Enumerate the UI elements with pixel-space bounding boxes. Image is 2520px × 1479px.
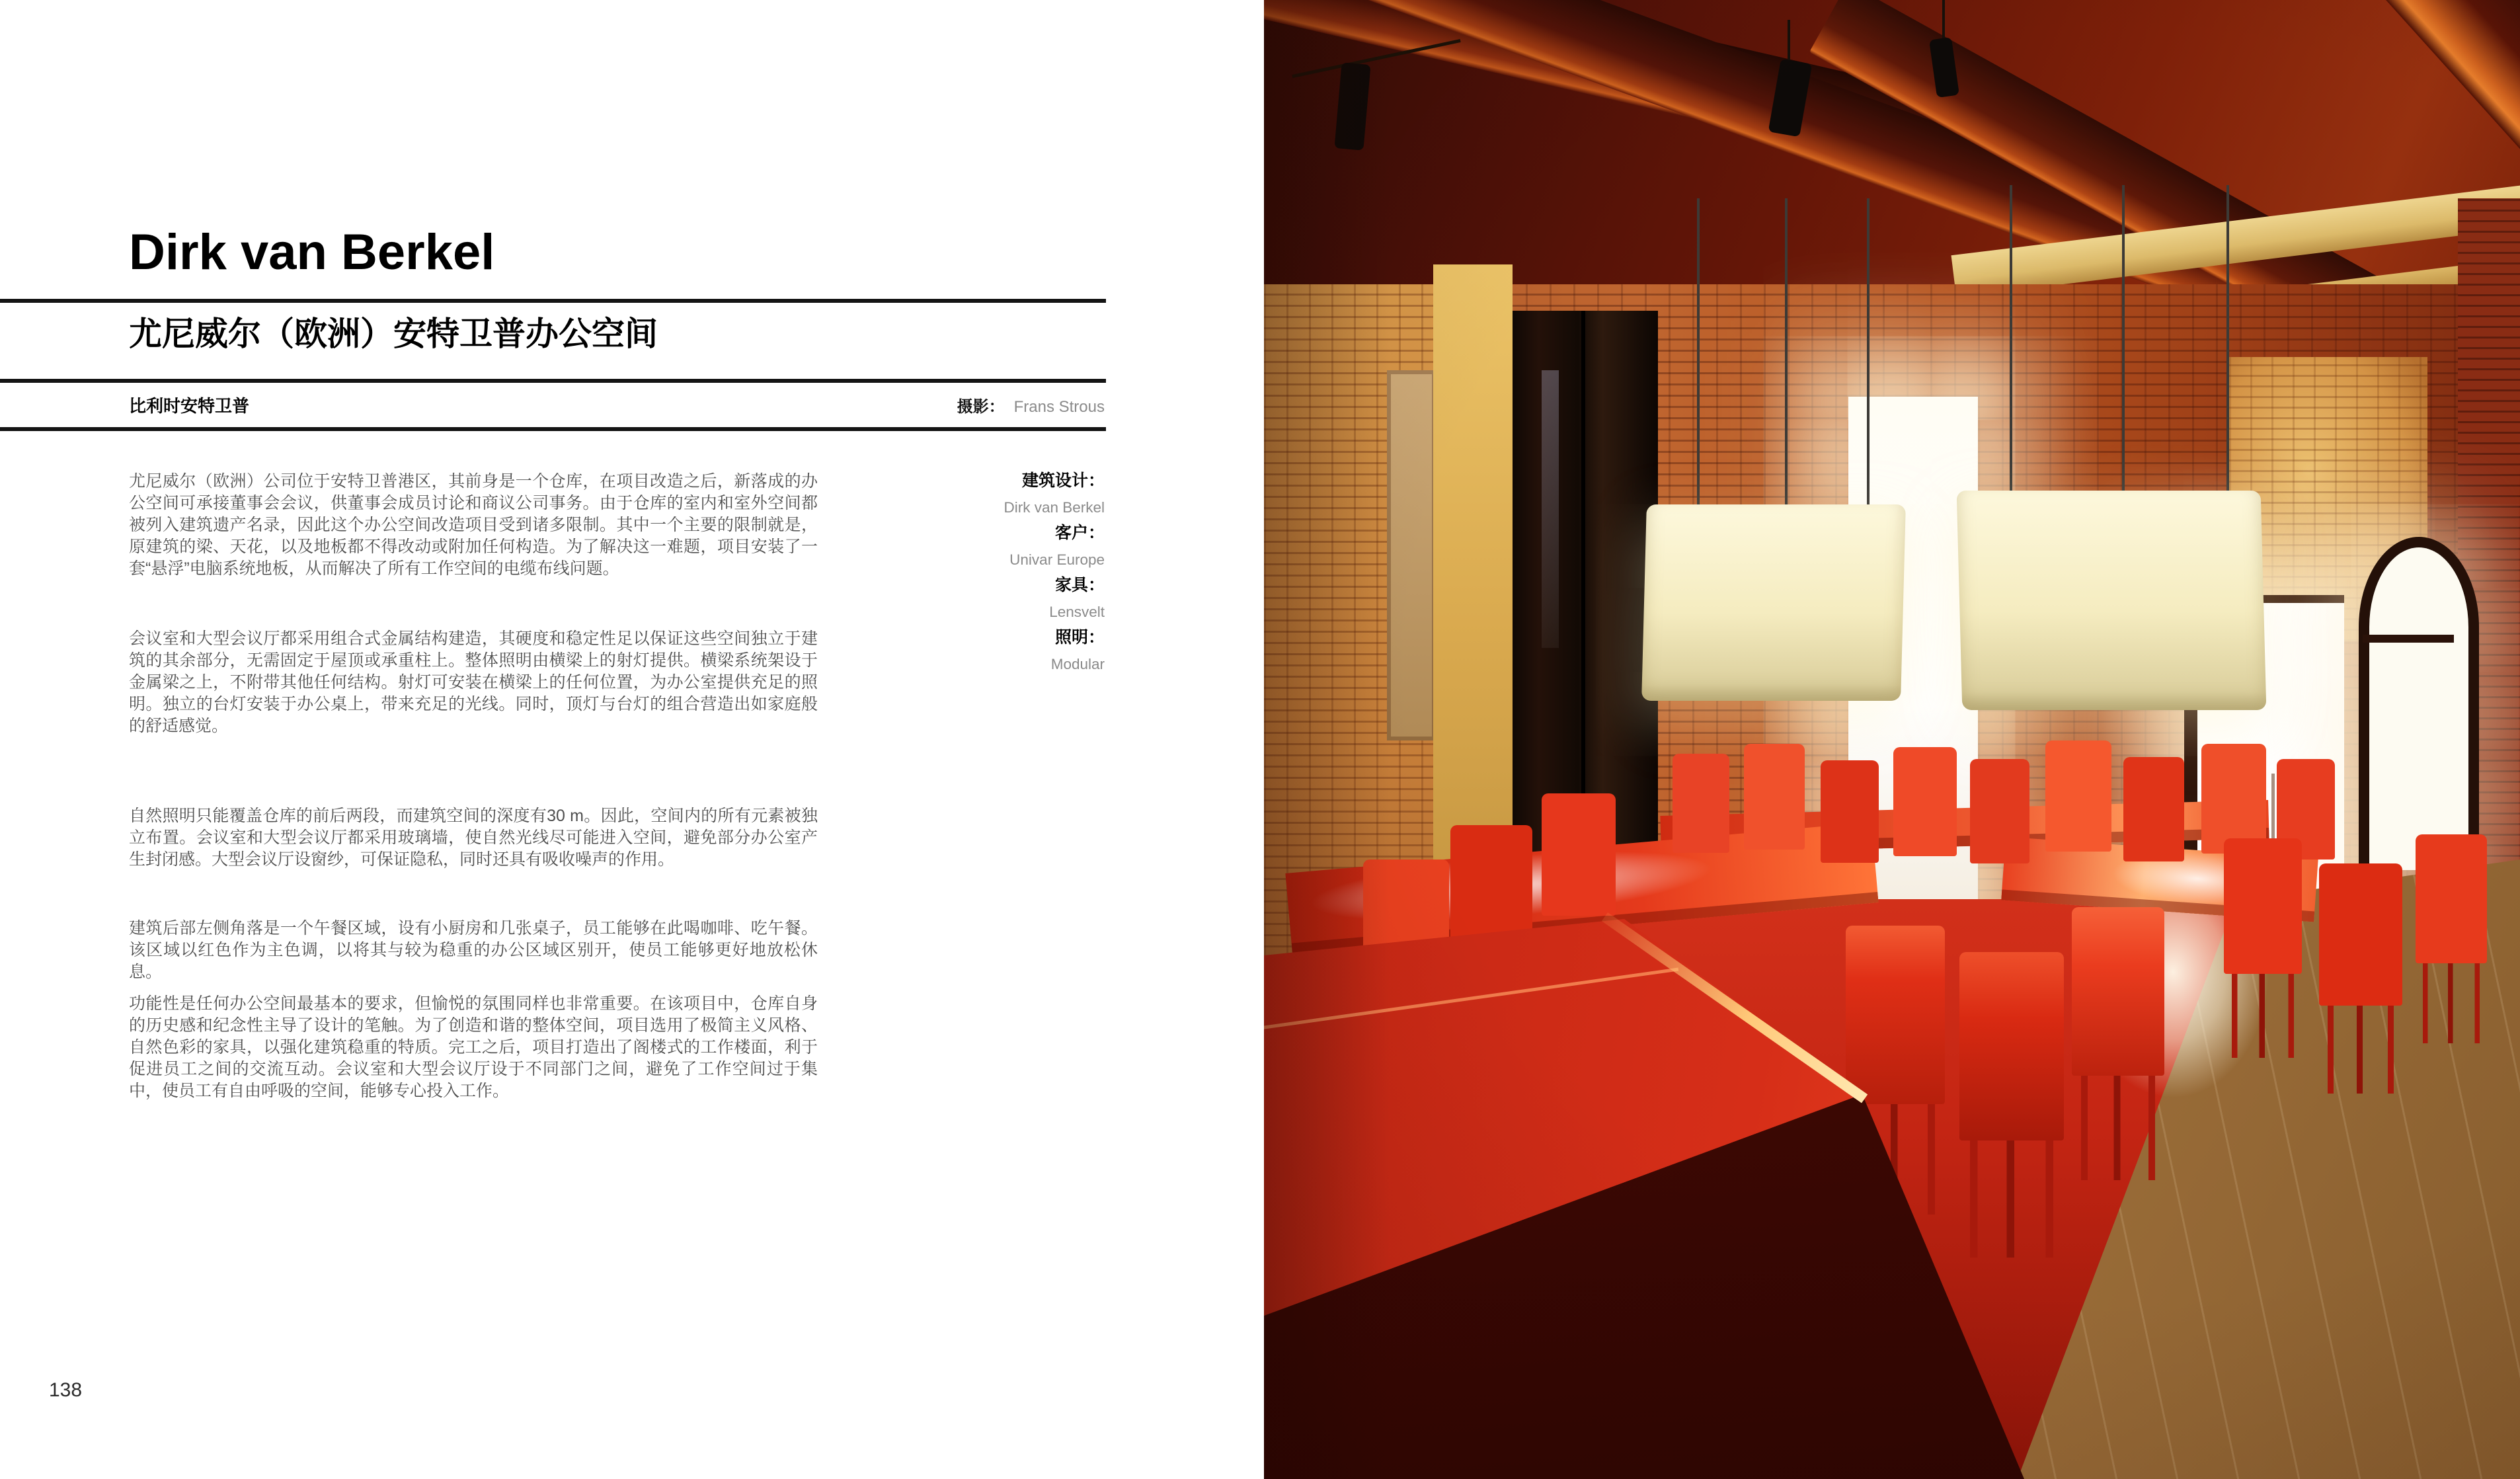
photo-lamp-rod — [1785, 198, 1788, 509]
paragraph-text: 会议室和大型会议厅都采用组合式金属结构建造，其硬度和稳定性足以保证这些空间独立于建筑的其余部分，无需固定于屋顶或承重柱上。整体照明由横梁上的射灯提供。横梁系统架设于金属梁之上，不附带其他任何结构。射灯可安装在横梁上的任何位置，为办公室提供充足的照明。独立的台灯安装于办公桌上，带来充足的光线。同时，顶灯与台灯的组合营造出如家庭般的舒适感觉。 — [129, 629, 818, 735]
divider-rule — [0, 299, 1106, 303]
architect-title: Dirk van Berkel — [129, 224, 495, 280]
body-paragraph — [129, 993, 818, 1102]
photo-chair — [2201, 744, 2266, 854]
photo-chair — [1542, 793, 1616, 916]
photo-chair — [2072, 907, 2164, 1076]
photo-chair — [1959, 952, 2064, 1140]
paragraph-text: 尤尼威尔（欧洲）公司位于安特卫普港区，其前身是一个仓库，在项目改造之后，新落成的办公空间可承接董事会会议，供董事会成员讨论和商议公司事务。由于仓库的室内和室外空间都被列入建筑遗产名录，因此这个办公空间改造项目受到诸多限制。其中一个主要的限制就是，原建筑的梁、天花，以及地板都不得改动或附加任何构造。为了解决这一难题，项目安装了一套“悬浮”电脑系统地板，从而解决了所有工作空间的电缆布线问题。 — [129, 472, 818, 578]
project-title: 尤尼威尔（欧洲）安特卫普办公空间 — [129, 315, 658, 352]
credit-label: 家具： — [1054, 576, 1105, 594]
body-paragraph — [129, 628, 818, 737]
photo-credit-label: 摄影： — [957, 398, 1005, 416]
photo-spotlight-stem — [1788, 20, 1790, 66]
photo-chair — [1673, 754, 1729, 853]
photo-pendant-lamp — [1641, 504, 1906, 701]
photo-chair — [2224, 838, 2302, 974]
credit-value: Modular — [1050, 655, 1105, 672]
photo-chair — [1970, 759, 2029, 863]
credit-value: Univar Europe — [1009, 551, 1105, 568]
credit-label: 客户： — [1054, 524, 1105, 542]
credit-value: Dirk van Berkel — [1004, 499, 1105, 516]
body-paragraph — [129, 918, 818, 983]
photo-lamp-rod — [1697, 198, 1700, 509]
photo-lamp-rod — [2122, 185, 2125, 496]
meta-row — [129, 393, 1105, 417]
photo-chair — [2045, 740, 2111, 852]
photo-window-transom — [2363, 635, 2454, 643]
photo-pendant-lamp — [1957, 491, 2267, 710]
photo-chair — [1846, 926, 1945, 1104]
photo-chair — [1821, 760, 1879, 863]
photo-lamp-rod — [2226, 185, 2229, 496]
project-photo — [1264, 0, 2520, 1479]
paragraph-text: 建筑后部左侧角落是一个午餐区域，设有小厨房和几张桌子，员工能够在此喝咖啡、吃午餐。该区域以红色作为主色调，以将其与较为稳重的办公区域区别开，使员工能够更好地放松休息。 — [129, 919, 818, 981]
photo-wall-panel — [1387, 370, 1436, 740]
photo-lamp-rod — [1867, 198, 1870, 509]
page-number: 138 — [49, 1379, 83, 1401]
paragraph-text: 功能性是任何办公空间最基本的要求，但愉悦的氛围同样也非常重要。在该项目中，仓库自身的历史感和纪念性主导了设计的笔触。为了创造和谐的整体空间，项目选用了极简主义风格、自然色彩的家具，以强化建筑稳重的特质。完工之后，项目打造出了阁楼式的工作楼面，利于促进员工之间的交流互动。会议室和大型会议厅设于不同部门之间，避免了工作空间过于集中，使员工有自由呼吸的空间，能够专心投入工作。 — [129, 994, 818, 1100]
photo-chair — [1893, 747, 1957, 856]
photo-chair — [2319, 863, 2402, 1006]
divider-rule — [0, 379, 1106, 383]
paragraph-text: 自然照明只能覆盖仓库的前后两段，而建筑空间的深度有30 m。因此，空间内的所有元素被独立布置。会议室和大型会议厅都采用玻璃墙，使自然光线尽可能进入空间，避免部分办公室产生封闭感。大型会议厅设窗纱，可保证隐私，同时还具有吸收噪声的作用。 — [129, 807, 818, 869]
divider-rule — [0, 427, 1106, 431]
project-credits — [826, 468, 1105, 677]
body-paragraph — [129, 805, 818, 871]
photo-lamp-rod — [2010, 185, 2012, 496]
photo-chair — [2416, 834, 2487, 963]
photo-credit — [957, 393, 1105, 417]
photo-credit-value: Frans Strous — [1013, 398, 1105, 416]
credit-label: 建筑设计： — [1021, 471, 1105, 490]
photo-chair — [2123, 757, 2184, 861]
body-paragraph — [129, 471, 818, 580]
photo-chair — [1744, 744, 1805, 850]
photo-door-reflection — [1542, 370, 1559, 648]
project-location: 比利时安特卫普 — [129, 396, 250, 416]
photo-arched-window — [2359, 537, 2479, 870]
credit-value: Lensvelt — [1049, 603, 1105, 620]
credit-label: 照明： — [1054, 628, 1105, 647]
